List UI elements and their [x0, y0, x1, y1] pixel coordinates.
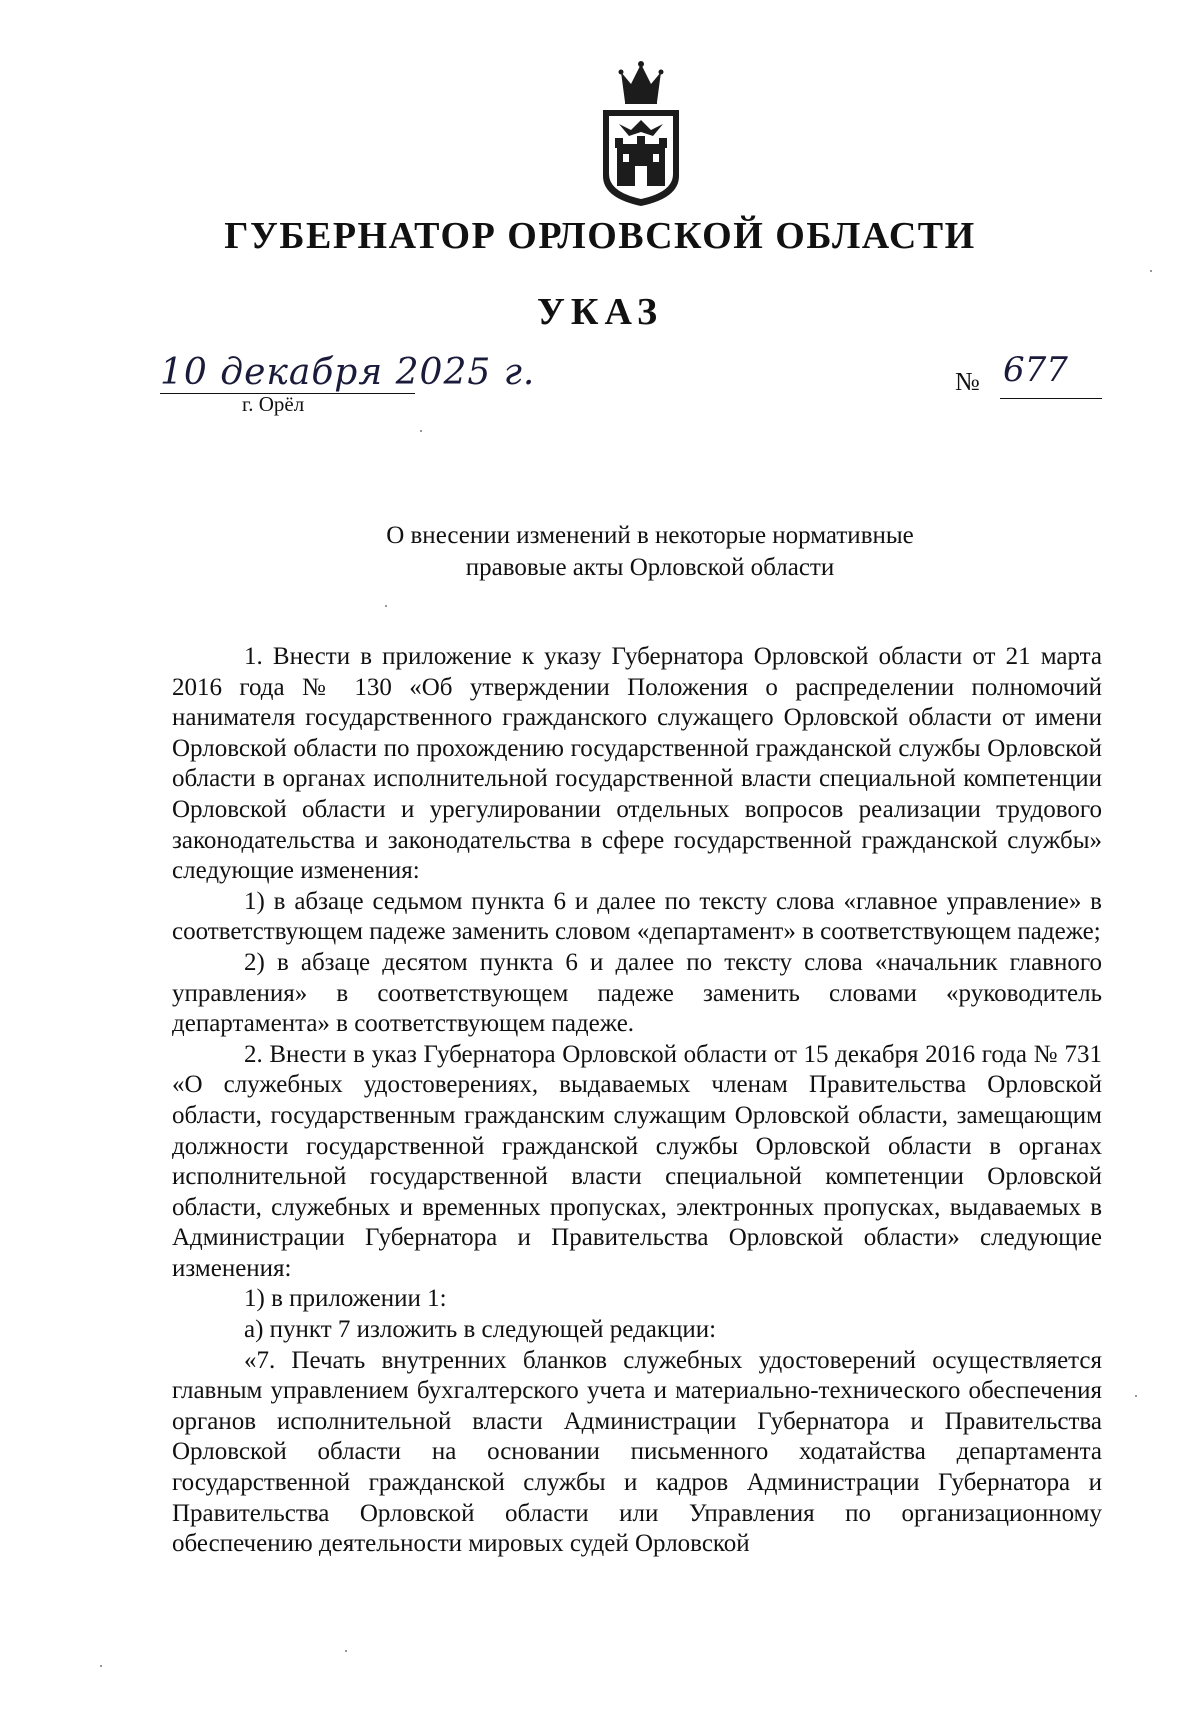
number-sign: №: [955, 367, 980, 396]
subject-line: правовые акты Орловской области: [465, 554, 835, 581]
organization-title: ГУБЕРНАТОР ОРЛОВСКОЙ ОБЛАСТИ: [224, 215, 976, 257]
document-body: [172, 642, 1102, 1560]
city: г. Орёл: [242, 392, 305, 416]
scan-speck: [385, 605, 387, 607]
paragraph: 1. Внести в приложение к указу Губернатора Орловской области от 21 марта 2016 года № 130 «Об утверждении Положения о распределении полномочий нанимателя государственного гражданского служащего Орловской области от имени Орловской области по прохождению государственной гражданской службы Орловской области в органах исполнительной государственной власти специальной компетенции Орловской области и урегулировании отдельных вопросов реализации трудового законодательства и законодательства в сфере государственной гражданской службы» следующие изменения:: [172, 643, 1102, 885]
number-underline: [1000, 398, 1102, 399]
scan-speck: [345, 1650, 347, 1652]
paragraph: 1) в приложении 1:: [244, 1285, 447, 1313]
scan-speck: [100, 1665, 102, 1667]
scan-speck: [1150, 270, 1152, 272]
coat-of-arms-icon: [595, 58, 687, 208]
document-subject: [300, 520, 1000, 584]
scan-speck: [1135, 1395, 1137, 1397]
paragraph: 1) в абзаце седьмом пункта 6 и далее по тексту слова «главное управление» в соответствующем падеже заменить словом «департамент» в соответствующем падеже;: [172, 887, 1102, 946]
subject-line: О внесении изменений в некоторые нормативные: [386, 522, 914, 549]
paragraph: 2. Внести в указ Губернатора Орловской области от 15 декабря 2016 года № 731 «О служебных удостоверениях, выдаваемых членам Правительства Орловской области, государственным гражданским служащим Орловской области, замещающим должности государственной гражданской службы Орловской области в органах исполнительной государственной власти специальной компетенции Орловской области, служебных и временных пропусках, электронных пропусках, выдаваемых в Администрации Губернатора и Правительства Орловской области» следующие изменения:: [172, 1040, 1102, 1282]
scan-speck: [420, 430, 422, 432]
handwritten-number: 677: [1003, 350, 1068, 390]
paragraph: «7. Печать внутренних бланков служебных удостоверений осуществляется главным управлением бухгалтерского учета и материально-технического обеспечения органов исполнительной власти Администрации Губернатора и Правительства Орловской области на основании письменного ходатайства департамента государственной гражданской службы и кадров Администрации Губернатора и Правительства Орловской области или Управления по организационному обеспечению деятельности мировых судей Орловской: [172, 1346, 1102, 1558]
paragraph: 2) в абзаце десятом пункта 6 и далее по тексту слова «начальник главного управления» в соответствующем падеже заменить словами «руководитель департамента» в соответствующем падеже.: [172, 948, 1102, 1038]
paragraph: а) пункт 7 изложить в следующей редакции:: [244, 1316, 717, 1344]
handwritten-date: 10 декабря 2025 г.: [160, 352, 536, 393]
document-type: УКАЗ: [537, 291, 663, 333]
